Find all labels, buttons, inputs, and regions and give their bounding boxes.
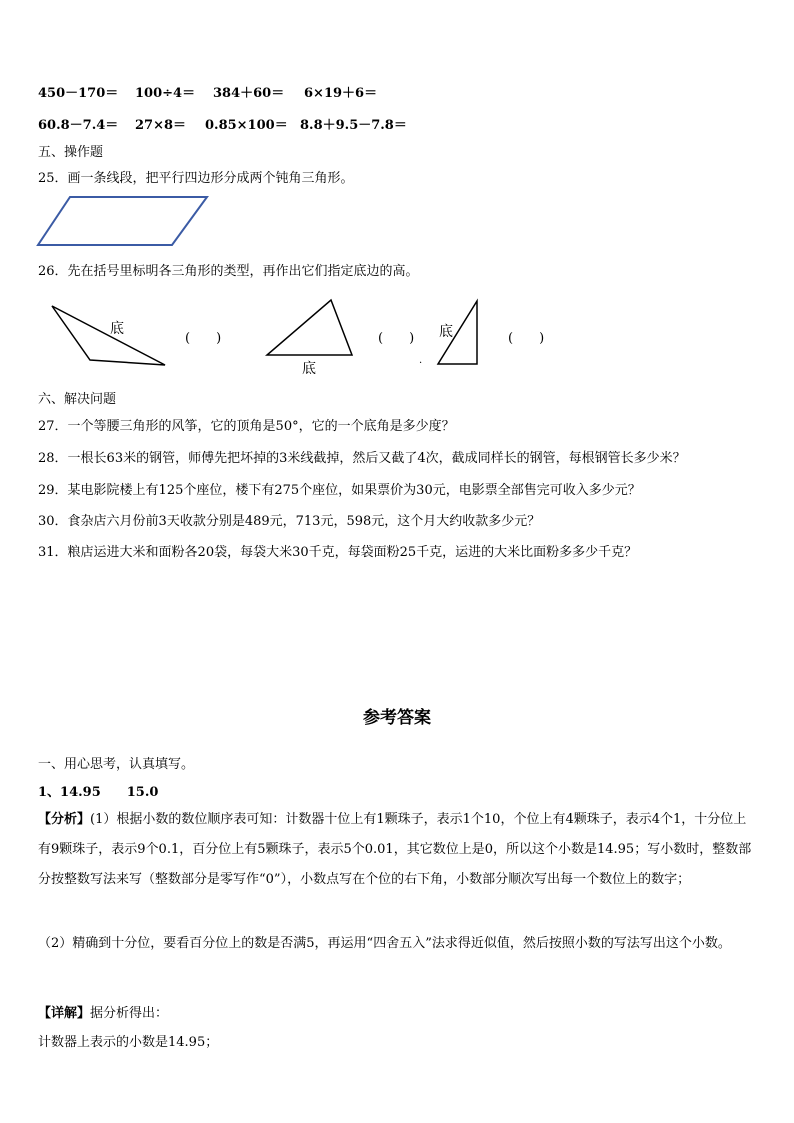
question-30: 30．食杂店六月份前3天收款分别是489元，713元，598元，这个月大约收款多少元？ <box>38 514 541 529</box>
calc-item: 8.8＋9.5－7.8＝ <box>300 118 407 133</box>
calc-item: 60.8－7.4＝ <box>38 118 119 133</box>
answer-bracket-1: ( ) <box>185 331 222 346</box>
stray-dot: . <box>419 355 423 366</box>
detail-text: 据分析得出： <box>90 1006 169 1021</box>
analysis-tag: 【分析】 <box>38 812 91 827</box>
section5-heading: 五、操作题 <box>38 145 104 160</box>
calc-item: 384＋60＝ <box>213 86 285 101</box>
analysis-paragraph-2: （2）精确到十分位，要看百分位上的数是否满5，再运用“四舍五入”法求得近似值，然后按照小数的写法写出这个小数。 <box>38 936 731 951</box>
base-label-1: 底 <box>110 321 124 337</box>
calc-item: 0.85×100＝ <box>205 118 288 133</box>
analysis-paragraph-1 <box>38 805 758 895</box>
answer-bracket-3: ( ) <box>508 331 545 346</box>
question-27: 27．一个等腰三角形的风筝，它的顶角是50°，它的一个底角是多少度？ <box>38 419 455 434</box>
question-29: 29．某电影院楼上有125个座位，楼下有275个座位，如果票价为30元，电影票全部售完可收入多少元？ <box>38 483 641 498</box>
calc-item: 100÷4＝ <box>135 86 196 101</box>
triangle-obtuse <box>52 306 165 365</box>
question-26: 26．先在括号里标明各三角形的类型，再作出它们指定底边的高。 <box>38 264 419 279</box>
answers-section1-heading: 一、用心思考，认真填写。 <box>38 757 195 772</box>
base-label-3: 底 <box>439 324 453 340</box>
answer-1-values: 1、14.95 15.0 <box>38 785 159 800</box>
detail-result: 计数器上表示的小数是14.95； <box>38 1035 219 1050</box>
detail-tag: 【详解】 <box>38 1006 91 1021</box>
base-label-2: 底 <box>302 361 316 377</box>
calc-item: 6×19＋6＝ <box>304 86 378 101</box>
analysis-text-1: (1）根据小数的数位顺序表可知：计数器十位上有1颗珠子，表示1个10，个位上有4颗珠子，表示4个1，十分位上有9颗珠子，表示9个0.1，百分位上有5颗珠子，表示5个0.01，其它数位上是0，所以这个小数是14.95；写小数时，整数部分按整数写法来写（整数部分是零写作“0”），小数点写在个位的右下角，小数部分顺次写出每一个数位上的数字； <box>38 812 752 887</box>
answer-bracket-2: ( ) <box>378 331 415 346</box>
question-25: 25．画一条线段，把平行四边形分成两个钝角三角形。 <box>38 171 354 186</box>
calc-item: 450－170＝ <box>38 86 119 101</box>
detail-line <box>38 1002 168 1021</box>
question-28: 28．一根长63米的钢管，师傅先把坏掉的3米线截掉，然后又截了4次，截成同样长的钢管，每根钢管长多少米？ <box>38 451 686 466</box>
triangle-acute <box>267 300 352 355</box>
calc-item: 27×8＝ <box>135 118 187 133</box>
section6-heading: 六、解决问题 <box>38 392 117 407</box>
question-31: 31．粮店运进大米和面粉各20袋，每袋大米30千克，每袋面粉25千克，运进的大米比面粉多多少千克？ <box>38 545 638 560</box>
answers-title: 参考答案 <box>363 708 431 728</box>
